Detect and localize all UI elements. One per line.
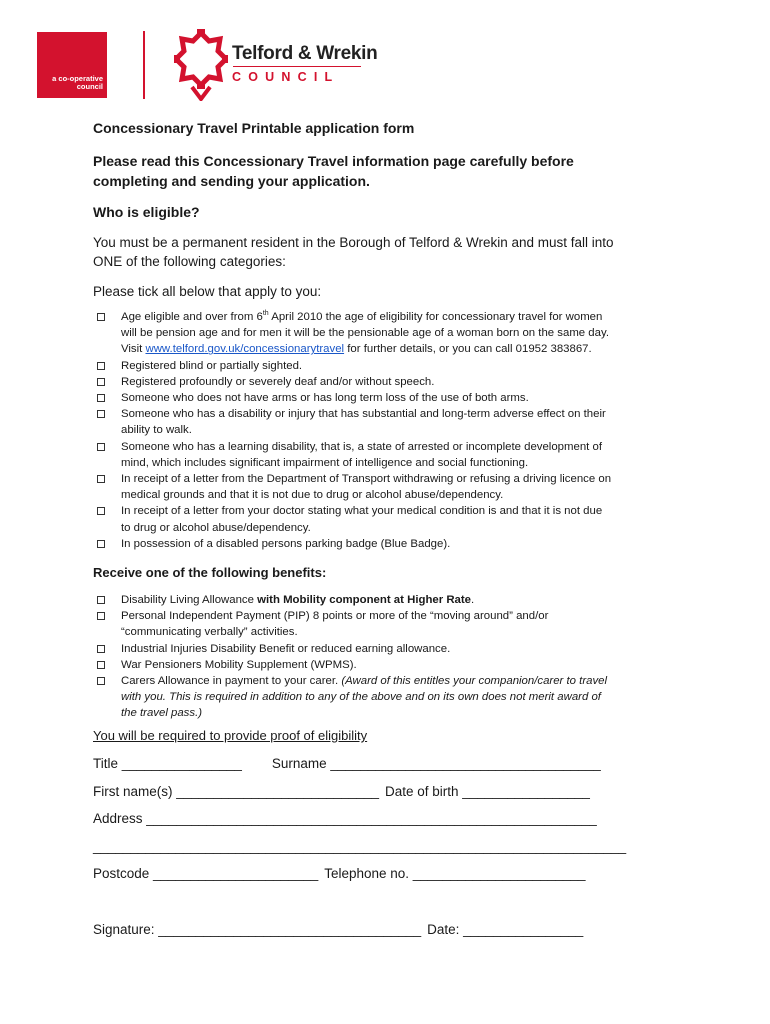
field-row-name bbox=[93, 784, 590, 799]
category-items bbox=[97, 358, 687, 552]
checkbox[interactable] bbox=[97, 645, 105, 653]
list-item-text: Personal Independent Payment (PIP) 8 points or more of the “moving around” and/or bbox=[121, 610, 549, 623]
eligibility-list bbox=[97, 309, 687, 552]
field-row-title bbox=[93, 756, 601, 771]
list-item-text: In possession of a disabled persons parking badge (Blue Badge). bbox=[121, 537, 451, 550]
form-title: Concessionary Travel Printable application form bbox=[93, 120, 415, 136]
list-item-text: In receipt of a letter from the Department of Transport withdrawing or refusing a driving licence on bbox=[121, 473, 612, 486]
list-item bbox=[97, 641, 687, 657]
checkbox[interactable] bbox=[97, 378, 105, 386]
field-row-postcode bbox=[93, 866, 585, 881]
header-divider bbox=[143, 31, 145, 99]
first-names-field[interactable]: First name(s) ___________________________ bbox=[93, 784, 379, 799]
checkbox[interactable] bbox=[97, 443, 105, 451]
dob-field[interactable]: Date of birth _________________ bbox=[384, 784, 590, 799]
checkbox[interactable] bbox=[97, 540, 105, 548]
address-line-2-field[interactable]: _______________________________________________________________________ bbox=[93, 839, 627, 854]
benefit-items bbox=[97, 608, 687, 673]
list-item bbox=[97, 471, 687, 503]
postcode-field[interactable]: Postcode ______________________ bbox=[93, 866, 319, 881]
telephone-field[interactable]: Telephone no. _______________________ bbox=[324, 866, 586, 881]
surname-field[interactable]: Surname ____________________________________ bbox=[271, 756, 601, 771]
age-line-3: Visit bbox=[121, 343, 146, 356]
age-line-2: will be pension age and for men it will be the pensionable age of a woman born on the same day. bbox=[121, 327, 609, 340]
age-superscript: th bbox=[262, 310, 269, 318]
list-item bbox=[97, 309, 687, 358]
date-field[interactable]: Date: ________________ bbox=[427, 922, 584, 937]
list-item-text: “communicating verbally” activities. bbox=[121, 626, 298, 639]
checkbox[interactable] bbox=[97, 507, 105, 515]
carers-italic-text: (Award of this entitles your companion/carer to travel bbox=[341, 675, 608, 688]
carers-text: Carers Allowance in payment to your carer. bbox=[121, 675, 342, 688]
title-field[interactable]: Title ________________ bbox=[93, 756, 242, 771]
list-item bbox=[97, 374, 687, 390]
list-item bbox=[97, 406, 687, 438]
council-name-rule bbox=[233, 66, 361, 67]
age-line-1: Age eligible and over from 6 bbox=[121, 311, 263, 323]
list-item bbox=[97, 673, 687, 722]
list-item-text: Registered blind or partially sighted. bbox=[121, 359, 303, 372]
benefits-heading: Receive one of the following benefits: bbox=[93, 565, 327, 580]
list-item-text: Someone who has a learning disability, that is, a state of arrested or incomplete development of bbox=[121, 440, 602, 453]
list-item-text: Someone who does not have arms or has long term loss of the use of both arms. bbox=[121, 392, 529, 405]
list-item-text: Registered profoundly or severely deaf and/or without speech. bbox=[121, 375, 435, 388]
list-item-text: ability to walk. bbox=[121, 424, 192, 437]
checkbox[interactable] bbox=[97, 661, 105, 669]
list-item-text: medical grounds and that it is not due to drug or alcohol abuse/dependency. bbox=[121, 489, 504, 502]
list-item bbox=[97, 358, 687, 374]
instruction-line-1: Please read this Concessionary Travel information page carefully before bbox=[93, 153, 574, 169]
eligible-intro-line-2: ONE of the following categories: bbox=[93, 254, 286, 269]
field-row-signature bbox=[93, 922, 583, 937]
list-item-text: Industrial Injuries Disability Benefit or reduced earning allowance. bbox=[121, 642, 451, 655]
benefits-list bbox=[97, 592, 687, 722]
signature-field[interactable]: Signature: ___________________________________ bbox=[93, 922, 422, 937]
dla-bold-text: with Mobility component at Higher Rate bbox=[257, 594, 472, 606]
dla-text: Disability Living Allowance bbox=[121, 594, 258, 606]
list-item bbox=[97, 503, 687, 535]
proof-notice: You will be required to provide proof of eligibility bbox=[93, 728, 368, 743]
cooperative-council-logo bbox=[37, 32, 107, 98]
coop-logo-text: a co-operative council bbox=[52, 74, 103, 91]
checkbox[interactable] bbox=[97, 677, 105, 685]
eligible-intro-line-1: You must be a permanent resident in the Borough of Telford & Wrekin and must fall into bbox=[93, 235, 614, 250]
address-field[interactable]: Address ____________________________________________________________ bbox=[93, 811, 597, 826]
eligible-heading: Who is eligible? bbox=[93, 204, 200, 220]
tick-instruction: Please tick all below that apply to you: bbox=[93, 284, 322, 299]
council-name: Telford & Wrekin bbox=[232, 43, 378, 64]
age-line-1-rest: April 2010 the age of eligibility for concessionary travel for women bbox=[268, 311, 603, 323]
list-item-text: Someone who has a disability or injury that has substantial and long-term adverse effect on their bbox=[121, 408, 606, 421]
checkbox[interactable] bbox=[97, 313, 105, 321]
dla-end: . bbox=[471, 594, 475, 606]
concessionary-travel-link[interactable]: www.telford.gov.uk/concessionarytravel bbox=[145, 343, 345, 356]
checkbox[interactable] bbox=[97, 394, 105, 402]
council-word: COUNCIL bbox=[232, 70, 340, 84]
list-item bbox=[97, 592, 687, 608]
list-item-text: War Pensioners Mobility Supplement (WPMS). bbox=[121, 658, 357, 671]
instruction-line-2: completing and sending your application. bbox=[93, 173, 370, 189]
checkbox[interactable] bbox=[97, 410, 105, 418]
list-item-text: mind, which includes significant impairment of intelligence and social functioning. bbox=[121, 456, 529, 469]
checkbox[interactable] bbox=[97, 612, 105, 620]
carers-line-2: with you. This is required in addition to any of the above and on its own does not merit award of bbox=[121, 691, 601, 704]
list-item bbox=[97, 439, 687, 471]
list-item bbox=[97, 657, 687, 673]
list-item-text: to drug or alcohol abuse/dependency. bbox=[121, 521, 311, 534]
checkbox[interactable] bbox=[97, 475, 105, 483]
checkbox[interactable] bbox=[97, 596, 105, 604]
list-item bbox=[97, 608, 687, 640]
telford-wrekin-emblem-icon bbox=[174, 29, 228, 101]
list-item bbox=[97, 536, 687, 552]
checkbox[interactable] bbox=[97, 362, 105, 370]
list-item bbox=[97, 390, 687, 406]
carers-line-3: the travel pass.) bbox=[121, 707, 203, 720]
age-line-3-rest: for further details, or you can call 01952 383867. bbox=[344, 343, 592, 356]
list-item-text: In receipt of a letter from your doctor stating what your medical condition is and that it is not due bbox=[121, 505, 603, 518]
